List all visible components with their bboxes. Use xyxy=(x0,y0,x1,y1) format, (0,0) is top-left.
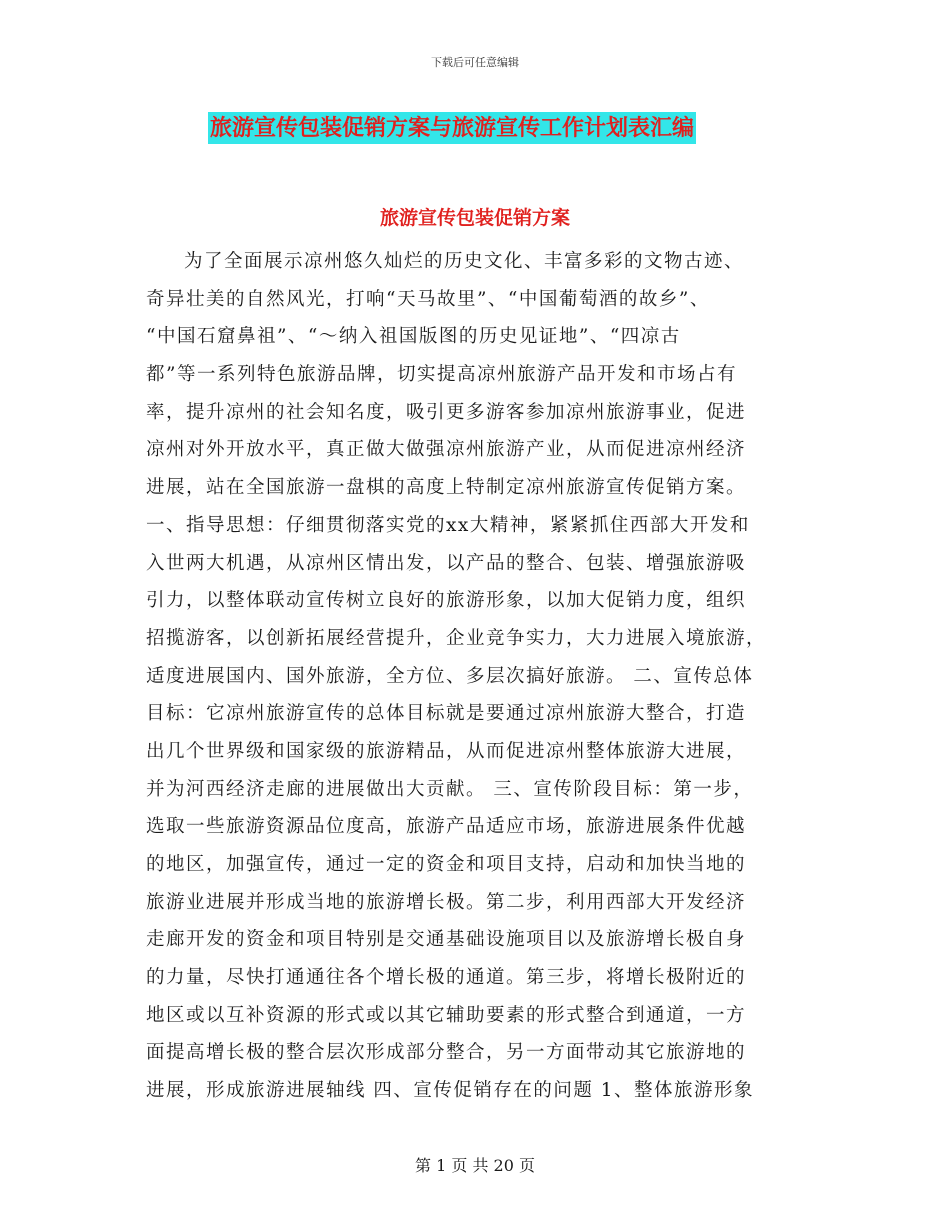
body-line: “中国石窟鼻祖”、“～纳入祖国版图的历史见证地”、“四凉古 xyxy=(146,326,681,348)
body-line: 招揽游客，以创新拓展经营提升，企业竞争实力，大力进展入境旅游， xyxy=(146,627,767,649)
body-line: 进展，形成旅游进展轴线 四、宣传促销存在的问题 1、整体旅游形象 xyxy=(146,1080,755,1102)
body-line: 的力量，尽快打通通往各个增长极的通道。第三步，将增长极附近的 xyxy=(146,967,747,989)
body-line: 地区或以互补资源的形式或以其它辅助要素的形式整合到通道，一方 xyxy=(146,1004,747,1026)
body-line: 面提高增长极的整合层次形成部分整合，另一方面带动其它旅游地的 xyxy=(146,1042,747,1064)
page-number: 第 1 页 共 20 页 xyxy=(415,1156,535,1175)
body-line: 凉州对外开放水平，真正做大做强凉州旅游产业，从而促进凉州经济 xyxy=(146,439,747,461)
section-title: 旅游宣传包装促销方案 xyxy=(379,207,570,229)
body-line: 目标：它凉州旅游宣传的总体目标就是要通过凉州旅游大整合，打造 xyxy=(146,703,747,725)
body-line: 都”等一系列特色旅游品牌，切实提高凉州旅游产品开发和市场占有 xyxy=(146,364,737,386)
body-line: 的地区，加强宣传，通过一定的资金和项目支持，启动和加快当地的 xyxy=(146,854,747,875)
body-line: 引力，以整体联动宣传树立良好的旅游形象，以加大促销力度，组织 xyxy=(146,590,747,612)
body-line: 奇异壮美的自然风光，打响“天马故里”、“中国葡萄酒的故乡”、 xyxy=(146,288,710,310)
body-line: 适度进展国内、国外旅游，全方位、多层次搞好旅游。 二、宣传总体 xyxy=(146,665,754,687)
body-line: 并为河西经济走廊的进展做出大贡献。 三、宣传阶段目标：第一步， xyxy=(146,778,754,800)
body-line: 走廊开发的资金和项目特别是交通基础设施项目以及旅游增长极自身 xyxy=(146,929,747,951)
body-line: 进展，站在全国旅游一盘棋的高度上特制定凉州旅游宣传促销方案。 xyxy=(146,477,747,499)
body-line: 为了全面展示凉州悠久灿烂的历史文化、丰富多彩的文物古迹、 xyxy=(184,251,745,272)
body-line: 一、指导思想：仔细贯彻落实党的xx大精神，紧紧抓住西部大开发和 xyxy=(146,514,750,536)
body-text xyxy=(146,243,806,1110)
body-line: 入世两大机遇，从凉州区情出发，以产品的整合、包装、增强旅游吸 xyxy=(146,552,747,574)
body-line: 出几个世界级和国家级的旅游精品，从而促进凉州整体旅游大进展， xyxy=(146,740,747,762)
body-line: 旅游业进展并形成当地的旅游增长极。第二步，利用西部大开发经济 xyxy=(146,891,747,913)
body-line: 率，提升凉州的社会知名度，吸引更多游客参加凉州旅游事业，促进 xyxy=(146,401,747,423)
document-title: 旅游宣传包装促销方案与旅游宣传工作计划表汇编 xyxy=(208,112,696,144)
body-line: 选取一些旅游资源品位度高，旅游产品适应市场，旅游进展条件优越 xyxy=(146,816,747,838)
page-header-note: 下载后可任意编辑 xyxy=(431,56,519,69)
